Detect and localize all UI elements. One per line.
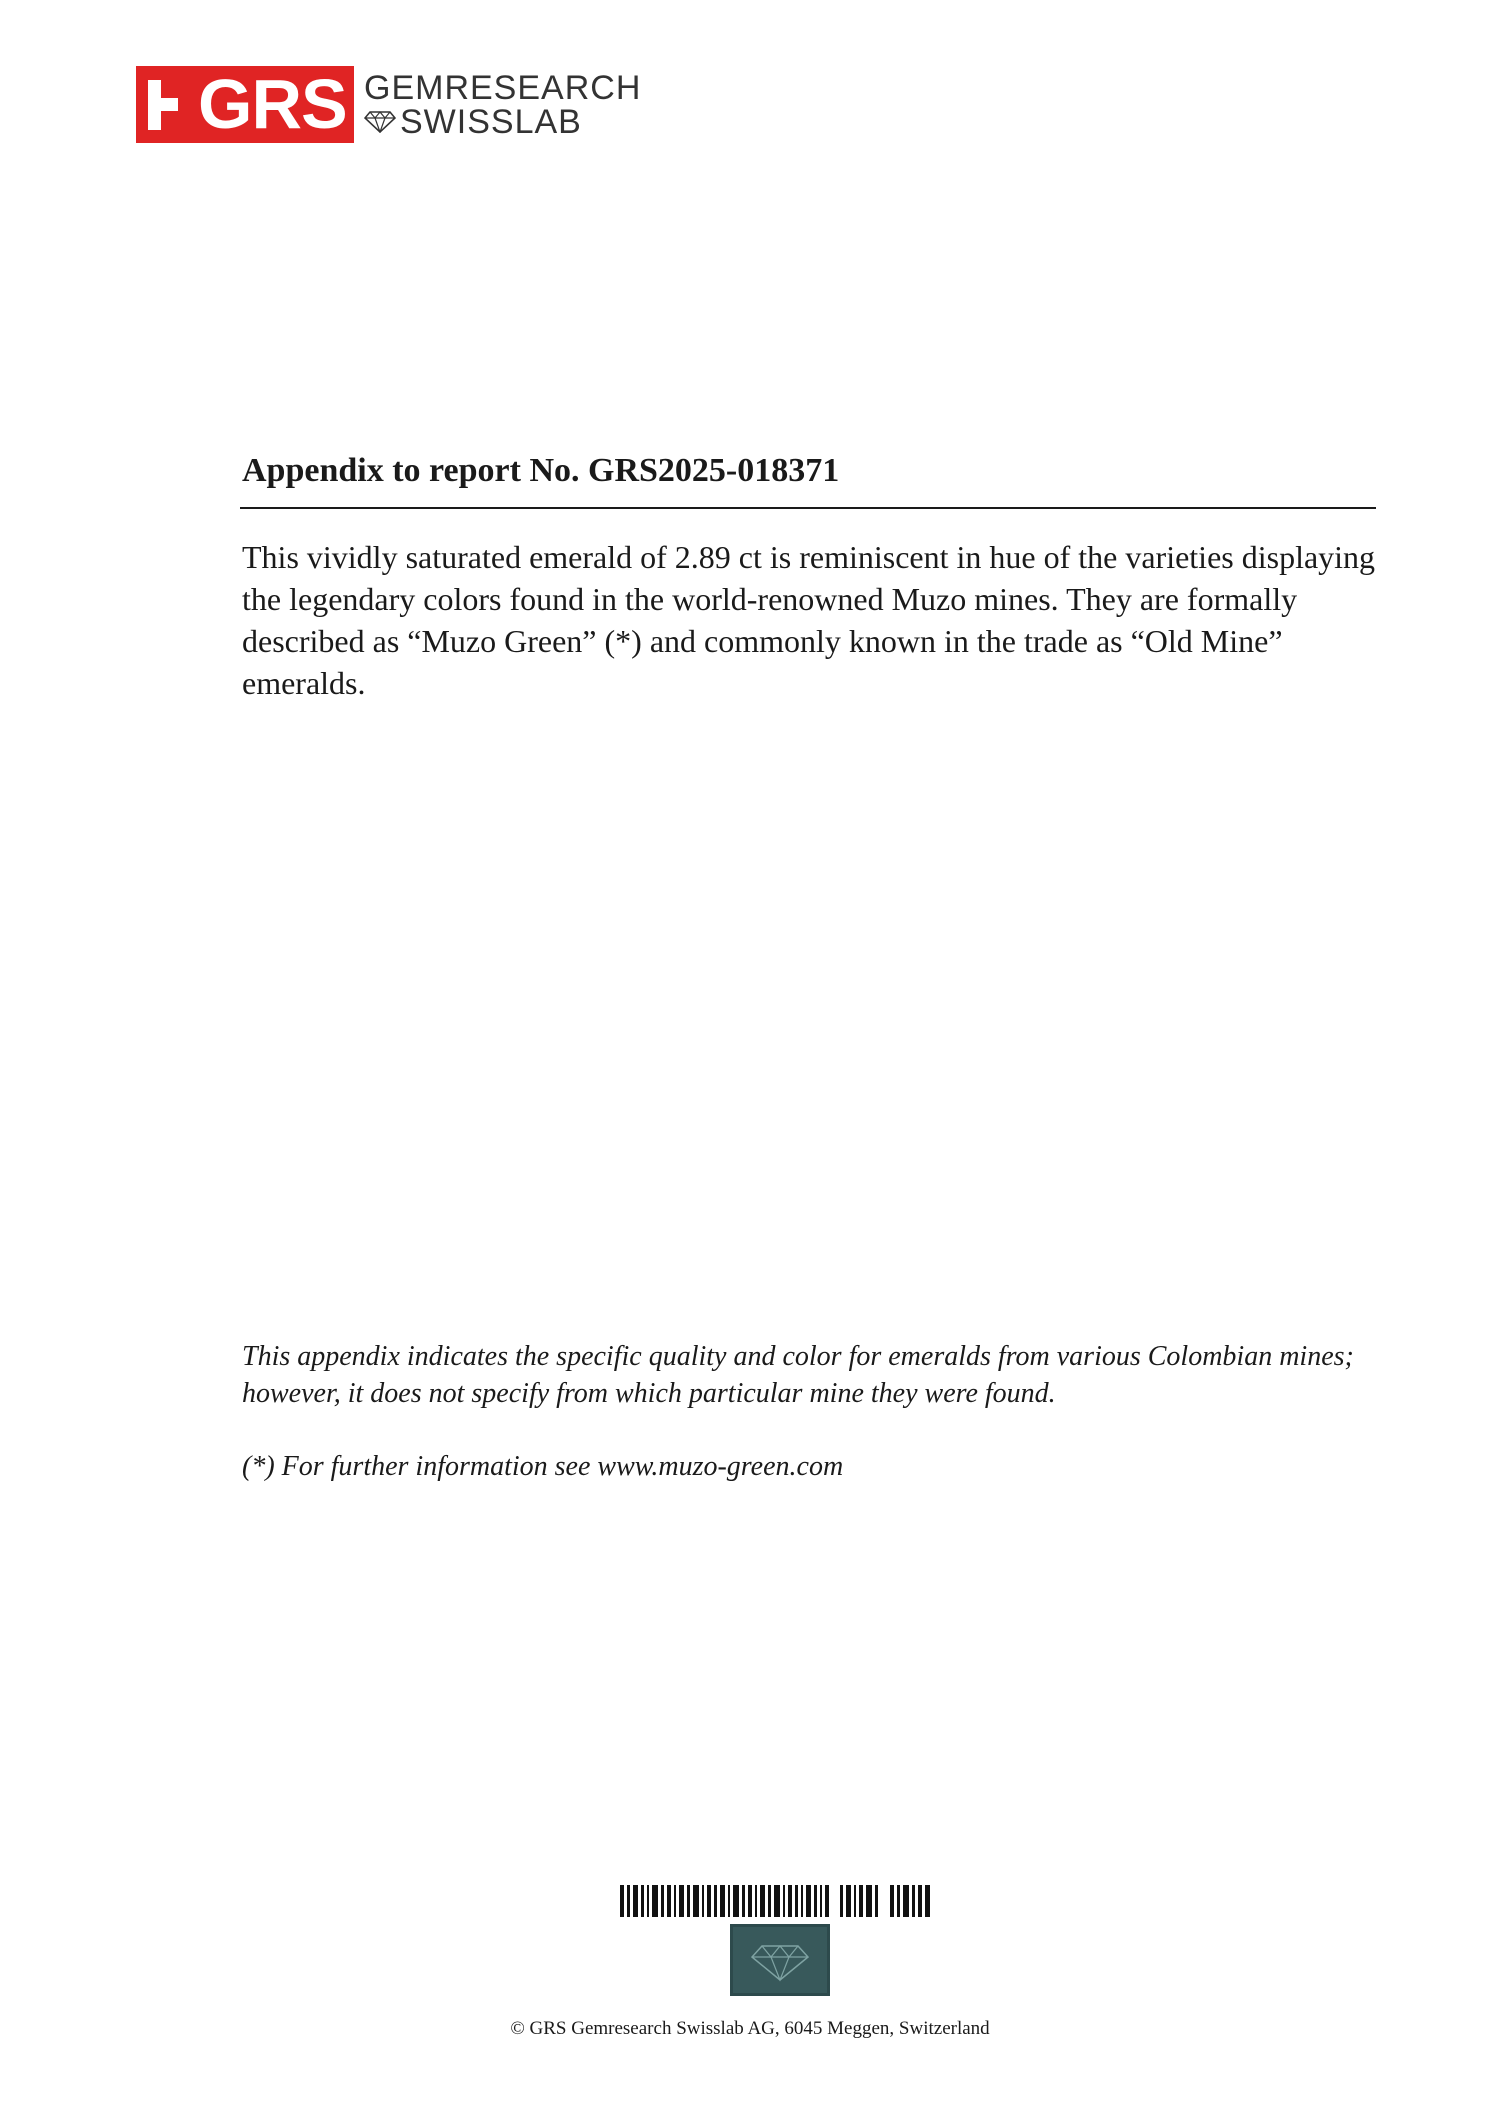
logo-grs-text: GRS (198, 65, 347, 143)
logo-wordmark (364, 68, 642, 141)
footnote-link-text: (*) For further information see www.muzo-green.com (242, 1451, 844, 1482)
appendix-body: This vividly saturated emerald of 2.89 ct is reminiscent in hue of the varieties displaying the legendary colors found in the world-renowned Muzo mines. They are formally described as “Muzo Green” (*) and commonly known in the trade as “Old Mine” emeralds. (242, 539, 1376, 701)
diamond-hologram-icon (730, 1924, 830, 1996)
barcode (620, 1885, 930, 1917)
logo-line-swisslab: SWISSLAB (400, 102, 582, 141)
copyright-footer: © GRS Gemresearch Swisslab AG, 6045 Meggen, Switzerland (510, 2018, 990, 2039)
swiss-cross-icon (148, 80, 186, 130)
grs-logo (136, 66, 641, 143)
logo-line-gemresearch: GEMRESEARCH (364, 68, 642, 107)
diamond-icon (364, 111, 396, 133)
appendix-title: Appendix to report No. GRS2025-018371 (242, 452, 840, 489)
disclaimer-note: This appendix indicates the specific quality and color for emeralds from various Colombian mines; however, it does not specify from which particular mine they were found. (242, 1341, 1354, 1409)
title-divider (240, 507, 1376, 509)
grs-logo-mark (136, 66, 354, 143)
logo-line-swisslab-row (364, 102, 641, 141)
